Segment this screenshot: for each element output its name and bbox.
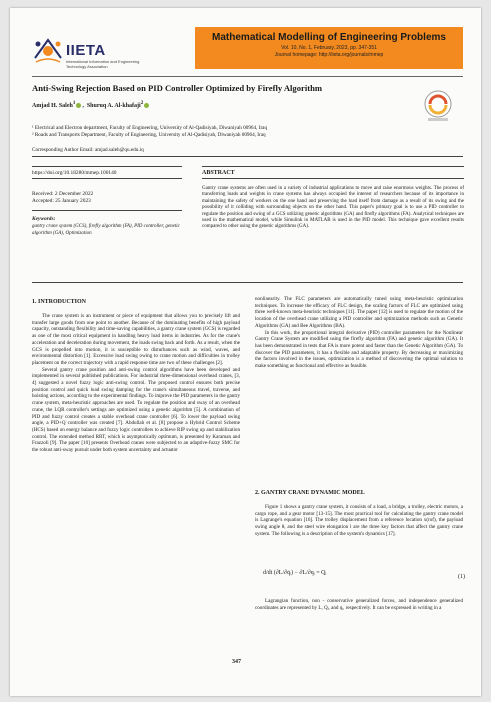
divider	[32, 178, 182, 179]
journal-banner	[195, 27, 463, 69]
paragraph: Figure 1 shows a gantry crane system, it consists of a load, a bridge, a trolley, electric motors, a cargo rope, and a gear motor [13-15]. The most practical tool for calculating the gantry crane model is Lagrange's equation [16]. The trolley displacement from a reference location x(rof), the payload swing angle θ, and the steel wire elongation l are the three key factors that affect the gantry crane system. The following is a description of the system's dynamics [17].	[255, 504, 463, 537]
divider	[32, 166, 182, 167]
orcid-icon[interactable]	[76, 103, 81, 108]
author-name: Amjad H. Saleh	[32, 103, 73, 109]
section-heading: 1. INTRODUCTION	[32, 299, 87, 305]
divider	[32, 210, 182, 211]
divider	[202, 178, 464, 179]
journal-title: Mathematical Modelling of Engineering Problems	[212, 32, 446, 43]
logo-subtitle: International Information and Engineering Technology Association	[66, 59, 140, 69]
journal-homepage[interactable]: Journal homepage: http://iieta.org/journals/mmep	[274, 52, 384, 58]
divider	[32, 282, 463, 283]
logo-wordmark: IIETA	[66, 42, 106, 59]
section-heading: 2. GANTRY CRANE DYNAMIC MODEL	[255, 490, 365, 496]
page-number: 347	[232, 659, 241, 665]
received-date: Received: 2 December 2022	[32, 191, 94, 197]
paragraph: The crane system is an instrument or piece of equipment that allows you to precisely lift and transfer large goods from one point to another. Because of the dominating benefits of high payload capacity, outstanding flexibility and time-saving capabilities, a gantry crane system (GCS) is regarded as one of the most critical equipment in handling heavy load items in industries. As for the crane's acceleration and deceleration during movement, the loads swing back and forth. As a result, when the GCS is propelled into motion, it is susceptible to disturbances such as wind, waves, and environmental distortion [1]. Excessive load swing owing to crane motion and difficulties in trolley placement on the correct trajectory with a rapid response time are two of these challenges [2].	[32, 313, 240, 366]
logo-mark-icon	[32, 36, 64, 66]
corresponding-author: Corresponding Author Email: amjad.saleh@qu.edu.iq	[32, 147, 144, 153]
body-right-column	[255, 598, 463, 611]
body-right-column	[255, 504, 463, 538]
check-for-updates-icon[interactable]	[420, 88, 456, 124]
publisher-logo	[32, 32, 152, 72]
header-divider	[32, 76, 463, 77]
body-left-column	[32, 313, 240, 454]
journal-volume: Vol. 10, No. 1, February, 2023, pp. 347-351	[281, 45, 377, 51]
paper-page	[10, 8, 481, 696]
paper-title: Anti-Swing Rejection Based on PID Controller Optimized by Firefly Algorithm	[32, 83, 323, 93]
equation-number: (1)	[458, 574, 465, 580]
divider	[32, 156, 463, 157]
affiliation: ¹ Electrical and Electron department, Faculty of Engineering, University of Al-Qadisiyah, Diwaniyah 00964, Iraq	[32, 125, 268, 131]
orcid-icon[interactable]	[144, 103, 149, 108]
divider	[202, 166, 464, 167]
author-name: Shuruq A. Al-khafaji	[86, 103, 141, 109]
keywords: gantry crane system (GCS), firefly algorithm (FA), PID controller, genetic algorithm (GA), Optimization	[32, 224, 180, 236]
equation-body: d/dt (∂L/∂q̇ᵢ) − ∂L/∂qᵢ = Qᵢ	[263, 570, 327, 576]
accepted-date: Accepted: 25 January 2023	[32, 198, 91, 204]
doi-link[interactable]: https://doi.org/10.18280/mmep.100140	[32, 170, 117, 176]
affiliation: ² Roads and Transports Department, Faculty of Engineering, University of Al-Qadisiyah, Diwaniyah 00964, Iraq	[32, 132, 266, 138]
paragraph: Several gantry crane position and anti-swing control algorithms have been developed and implemented in several published publications. For industrial three-dimensional overhead cranes, [3, 4] suggested a novel fuzzy logic anti-swing control. The proposed control ensures both precise position control and quick load swing damping for the crane's simultaneous travel, traverse, and hoisting actions, according to the experimental findings. To improve the PID parameters in the gantry crane system, meta-heuristic approaches are used. To regulate the position and sway of an overhead crane, the LQR controller's settings are optimized using a genetic algorithm [5]. A combination of PID and fuzzy control creates a stable overhead crane controller [6]. To lower the payload swing angle, a PID+Q controller was created [7]. Abdullah et al. [8] propose a Hybrid Control Scheme (HCS) based on energy balance and fuzzy logic controllers to achieve RIP swing up and stabilization control. The extended method RRT, which is asymptotically optimum, is presented by Karaman and Frazzoli [9]. The paper [10] presents Overhead cranes were subjected to an adaptive-fuzzy SMC for the robust anti-sway pursuit under both system uncertainty and actuator	[32, 366, 240, 454]
article-dates	[32, 191, 93, 205]
paragraph: nonlinearity. The FLC parameters are automatically tuned using meta-heuristic optimization techniques. To increase the efficacy of FLC design, the scaling factors of FLC are optimized using three well-known meta-heuristic techniques [11]. The paper [12] is used to regulate the motion of the location of the overhead crane utilizing a PID controller and optimization methods such as Genetic Algorithms (GA) and Bee Algorithms (BA).	[255, 296, 463, 329]
abstract-heading: ABSTRACT	[202, 170, 235, 176]
equation	[263, 570, 463, 588]
paragraph: Lagrangian function, non - conservative generalized forces, and independence generalized coordinates are represented by L, Qᵢ, and qᵢ, respectively. It can be expressed in writing in a	[255, 598, 463, 611]
author-list: Amjad H. Saleh$^1$ , Shuruq A. Al-khafaji$^2$	[32, 101, 150, 109]
keywords-heading: Keywords:	[32, 216, 56, 222]
body-right-column	[255, 296, 463, 370]
paragraph: In this work, the proportional integral derivative (PID) controller parameters for the Nonlinear Gantry Crane System are modified using the firefly algorithm (FA) and genetic algorithm (GA). It has been demonstrated in tests that FA is more potent and faster than the Genetic Algorithm (GA). To discover the PID parameters, it has a flexible and adaptable property. By decreasing or maximizing the factors involved in the issues, optimization is a method of discovering the optimal solution to make something as functional and effective as feasible.	[255, 329, 463, 370]
abstract-text: Gantry crane systems are often used in a variety of industrial applications to move and raise enormous weights. The process of transferring loads and weights in crane systems has always occupied the interest of researchers because of its importance in maintaining the safety of workers on the one hand and preserving the load itself from damage as a result of its swing and the possibility of it colliding with surrounding objects on the other hand. This paper's primary goal is to use a PID controller to regulate the position and swing of a GCS utilizing genetic algorithms (GA) and firefly algorithms (FA). Analytical techniques are used in the mathematical model, while Simulink in MATLAB is used in the PID model. This technique gave excellent results compared to other using the genetic algorithms (GA).	[202, 186, 464, 230]
